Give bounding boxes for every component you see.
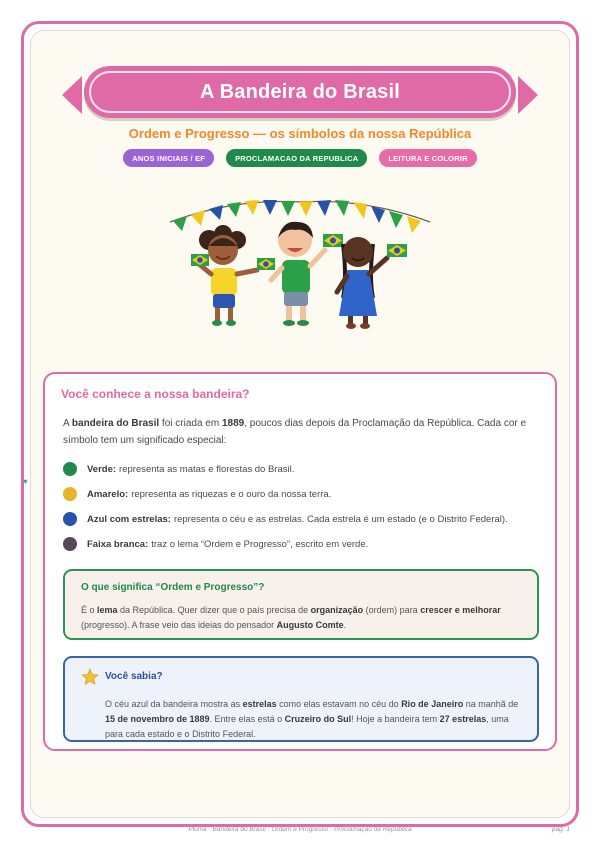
star-icon [81,668,99,686]
ribbon-band-inner [89,71,511,113]
list-item [63,487,331,501]
box-text: na manhã de [463,699,519,709]
color-description: representa o céu e as estrelas. Cada estrela é um estado (e o Distrito Federal). [173,513,508,525]
yellow-dot-icon [63,487,77,501]
box-text: como elas estavam no céu do [276,699,402,709]
page-title: A Bandeira do Brasil [200,80,400,103]
intro-text: A [63,418,72,429]
tag-grade-level: ANOS INICIAIS / EF [123,149,214,167]
box-text: (progresso). A frase veio das ideias do pensador [81,620,277,630]
box-text: . Entre elas está o [209,714,285,724]
box-text: (ordem) para [363,605,421,615]
child-middle [271,222,343,326]
title-ribbon [62,66,538,120]
blue-dot-icon [63,512,77,526]
color-description: representa as matas e florestas do Brasil. [119,463,295,475]
green-dot-icon [63,462,77,476]
list-item [63,462,294,476]
box-text: ! Hoje a bandeira tem [351,714,440,724]
intro-bold: 1889 [221,418,245,429]
color-name: Amarelo: [87,488,129,500]
box-bold: 27 estrelas [439,714,487,724]
did-you-know-box [63,656,539,742]
motto-box-text [81,603,527,633]
intro-text: , poucos dias depois da Proclamação da República. Cada cor e símbolo tem um significado especial: [63,418,527,446]
info-card [43,372,557,751]
list-item [63,537,368,551]
heart-icon: ♥ [23,477,28,486]
intro-bold: bandeira do Brasil [71,418,160,429]
box-bold: lema [97,605,118,615]
list-item [63,512,508,526]
box-bold: Cruzeiro do Sul [284,714,352,724]
child-left [191,225,275,326]
box-bold: organização [310,605,364,615]
child-right [337,237,407,329]
motto-box-title: O que significa “Ordem e Progresso”? [81,582,265,593]
box-text: da República. Quer dizer que o país precisa de [117,605,311,615]
box-bold: Rio de Janeiro [401,699,464,709]
box-text: . [343,620,347,630]
intro-paragraph [63,415,533,449]
ribbon-band [84,66,516,118]
color-description: traz o lema “Ordem e Progresso”, escrito em verde. [151,538,369,550]
ribbon-tail-left [62,76,82,114]
color-name: Faixa branca: [87,538,149,550]
color-name: Azul com estrelas: [87,513,171,525]
box-text: , uma para cada estado e o Distrito Federal. [105,714,509,739]
page-subtitle: Ordem e Progresso — os símbolos da nossa República [128,126,472,141]
box-text: É o [81,605,98,615]
intro-text: foi criada em [159,418,222,429]
card-title: Você conhece a nossa bandeira? [61,387,250,401]
tag-topic: PROCLAMACAO DA REPUBLICA [226,149,367,167]
box-bold: crescer e melhorar [420,605,501,615]
white-band-dot-icon [63,537,77,551]
motto-meaning-box [63,569,539,640]
page-number: pág. 1 [551,826,570,833]
children-waving-brazil-flags-illustration [165,188,435,340]
ribbon-tail-right [518,76,538,114]
page-footer: Pluma · Bandeira do Brasil · Ordem e Progresso · Proclamação da República [188,826,412,833]
tag-activity: LEITURA E COLORIR [379,149,476,167]
box-bold: 15 de novembro de 1889 [105,714,210,724]
box-text: O céu azul da bandeira mostra as [105,699,243,709]
tag-list [0,149,600,167]
did-you-know-text [105,697,529,742]
did-you-know-title: Você sabia? [105,671,163,682]
color-description: representa as riquezas e o ouro da nossa terra. [131,488,332,500]
color-name: Verde: [87,463,117,475]
box-bold: estrelas [242,699,277,709]
box-bold: Augusto Comte [276,620,344,630]
